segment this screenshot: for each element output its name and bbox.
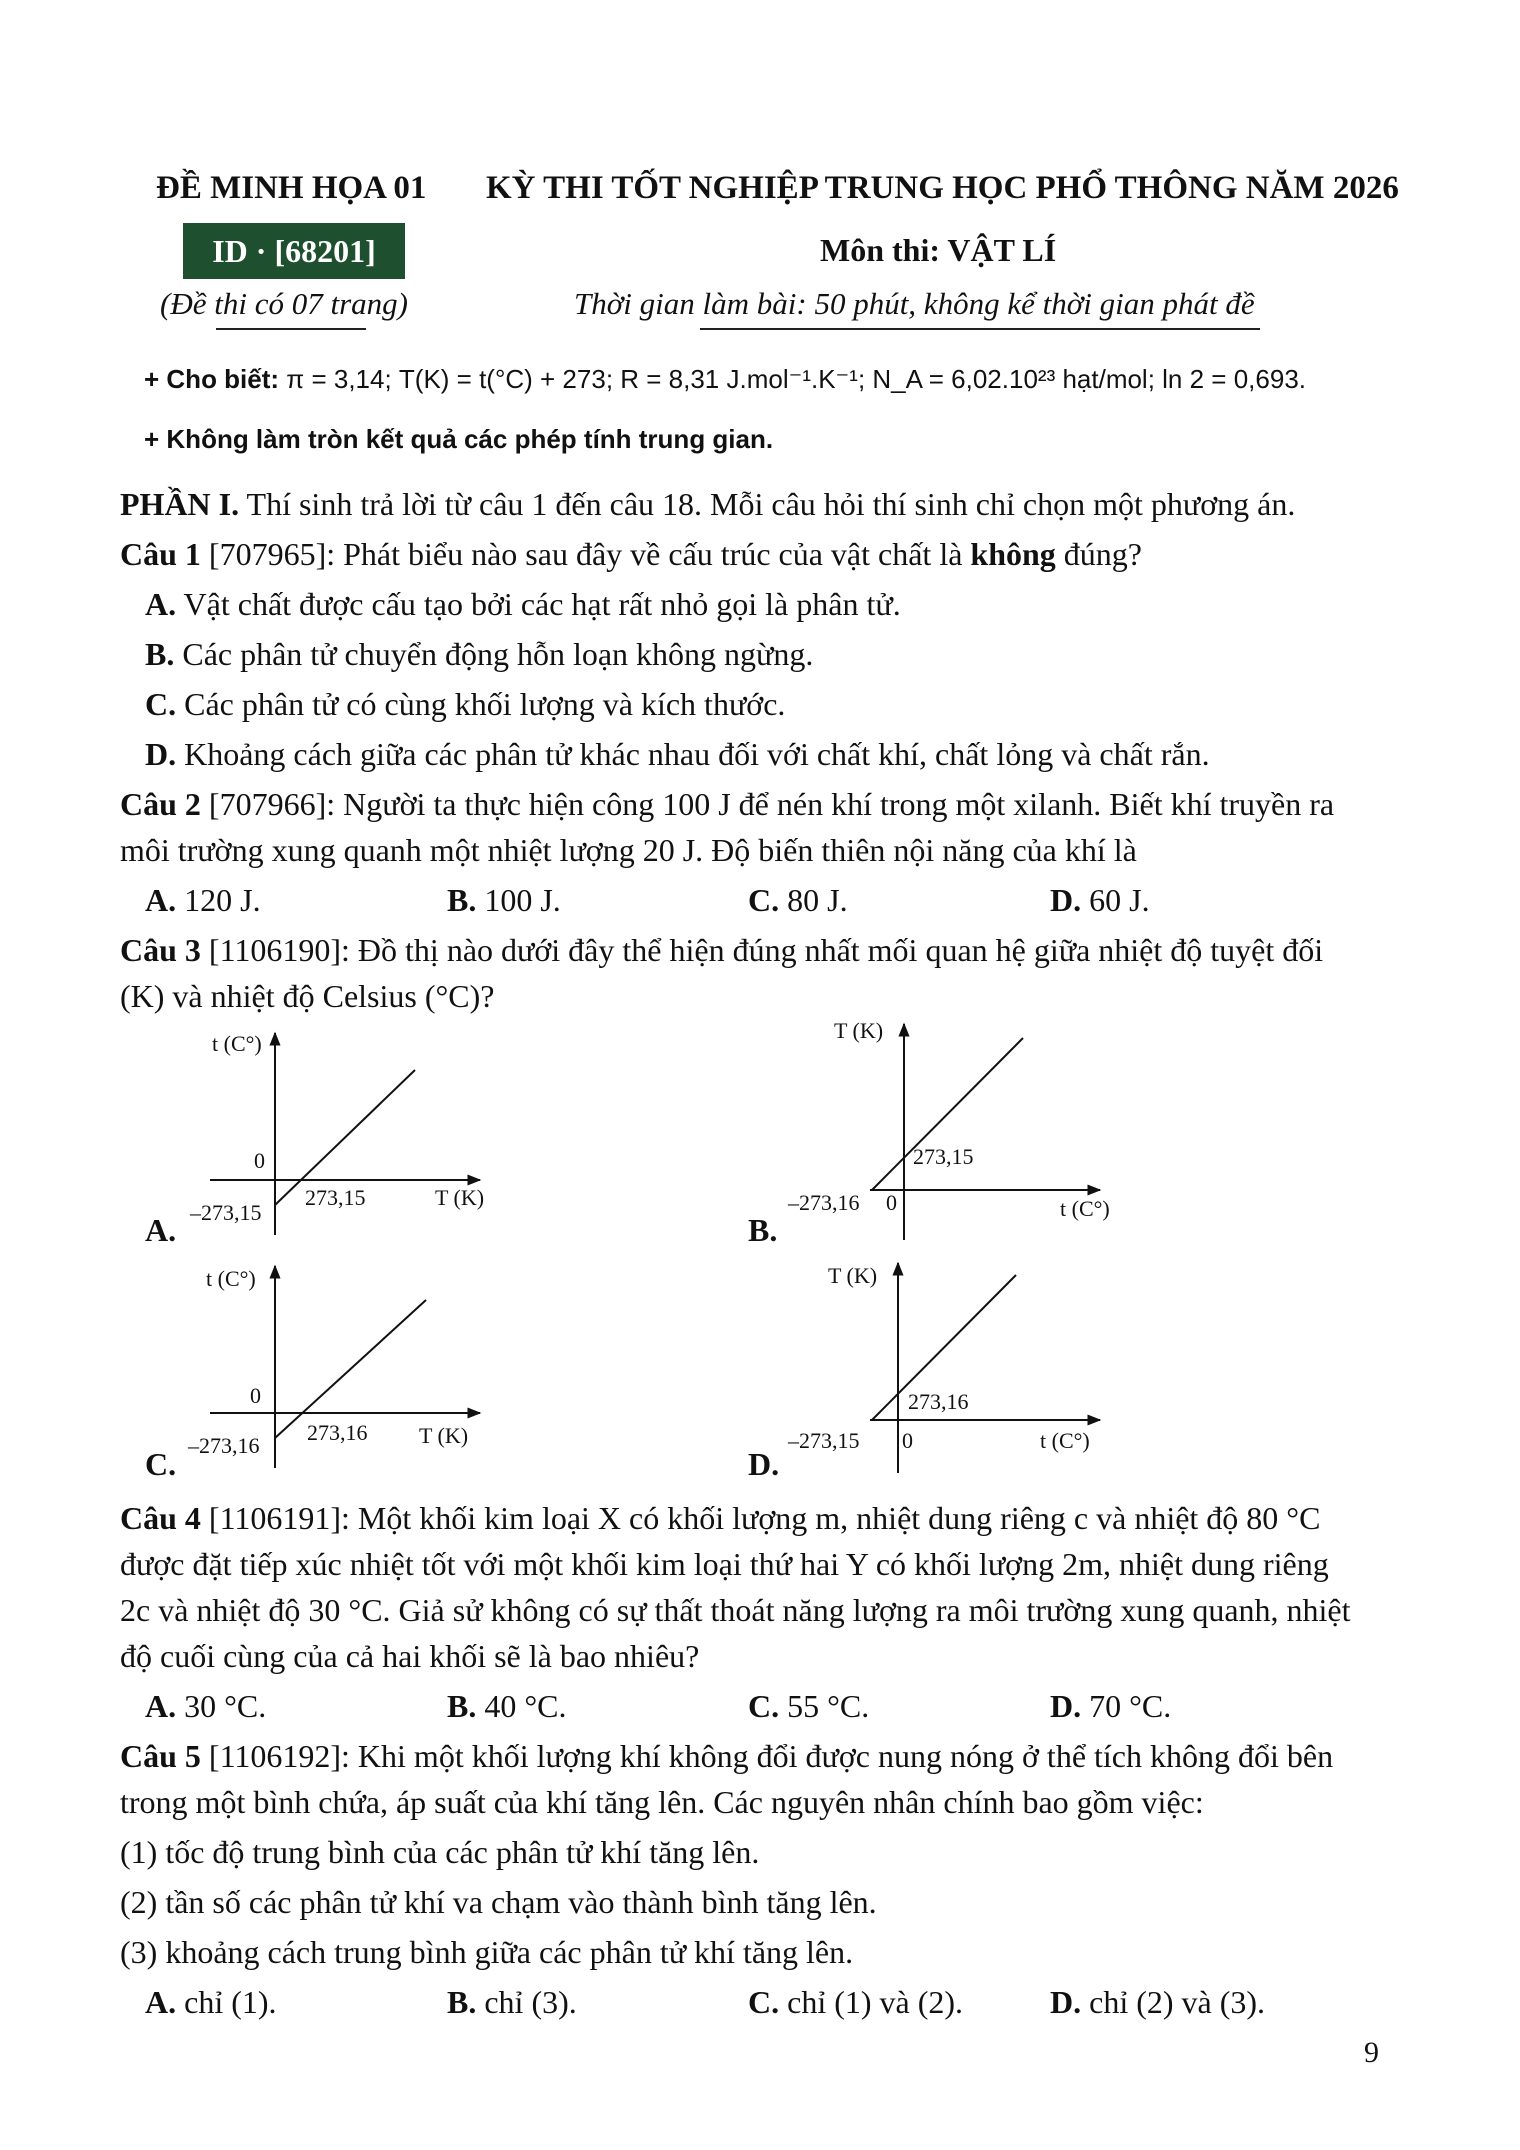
option-text: chỉ (1). [184, 1984, 277, 2020]
no-rounding-note: + Không làm tròn kết quả các phép tính trung gian. [144, 424, 774, 454]
q5-item-1: (1) tốc độ trung bình của các phân tử khí tăng lên. [120, 1834, 760, 1870]
q4-line2: được đặt tiếp xúc nhiệt tốt với một khối kim loại thứ hai Y có khối lượng 2m, nhiệt dung riêng [120, 1546, 1329, 1582]
intercept-label: 273,15 [305, 1185, 366, 1210]
option-text: 80 J. [787, 882, 848, 918]
q1-option-c[interactable] [145, 684, 785, 724]
q2-option-c[interactable] [748, 880, 848, 920]
neg-label: –273,16 [788, 1190, 860, 1215]
q5-line1: [1106192]: Khi một khối lượng khí không đổi được nung nóng ở thể tích không đổi bên [208, 1738, 1334, 1774]
q4-option-d[interactable] [1050, 1686, 1171, 1726]
graph-c-letter[interactable]: C. [145, 1446, 177, 1482]
option-text: Các phân tử chuyển động hỗn loạn không ngừng. [182, 636, 814, 672]
graph-b[interactable] [780, 1018, 1160, 1243]
x-axis-label: t (C°) [1040, 1428, 1090, 1453]
q5-label: Câu 5 [120, 1738, 201, 1774]
q3-line2: (K) và nhiệt độ Celsius (°C)? [120, 978, 495, 1014]
option-letter: C. [748, 882, 780, 918]
given-label: + Cho biết: [144, 364, 280, 394]
pages-note-underline [216, 328, 366, 330]
option-text: 70 °C. [1089, 1688, 1172, 1724]
q5-option-b[interactable] [447, 1982, 577, 2022]
intercept-label: 273,16 [307, 1420, 368, 1445]
exam-title: KỲ THI TỐT NGHIỆP TRUNG HỌC PHỔ THÔNG NĂM 2026 [486, 170, 1399, 206]
q5-option-d[interactable] [1050, 1982, 1265, 2022]
graph-d[interactable] [780, 1255, 1160, 1480]
q2-option-a[interactable] [145, 880, 261, 920]
option-text: Vật chất được cấu tạo bởi các hạt rất nhỏ gọi là phân tử. [183, 586, 901, 622]
q1-emphasis: không [970, 536, 1056, 572]
option-text: chỉ (1) và (2). [787, 1984, 964, 2020]
q5-stem [120, 1736, 1333, 1776]
q2-stem [120, 784, 1334, 824]
q4-stem [120, 1498, 1320, 1538]
option-letter: B. [447, 1688, 477, 1724]
origin-label: 0 [254, 1148, 265, 1173]
option-text: 30 °C. [184, 1688, 267, 1724]
option-text: 120 J. [184, 882, 261, 918]
constants: π = 3,14; T(K) = t(°C) + 273; R = 8,31 J.mol⁻¹.K⁻¹; N_A = 6,02.10²³ hạt/mol; ln 2 = 0,693. [286, 364, 1306, 394]
time-note: Thời gian làm bài: 50 phút, không kể thời gian phát đề [574, 286, 1255, 321]
q5-item-2: (2) tần số các phân tử khí va chạm vào thành bình tăng lên. [120, 1884, 877, 1920]
q5-item-3: (3) khoảng cách trung bình giữa các phân tử khí tăng lên. [120, 1934, 854, 1970]
q5-option-c[interactable] [748, 1982, 963, 2022]
q5-line2: trong một bình chứa, áp suất của khí tăng lên. Các nguyên nhân chính bao gồm việc: [120, 1784, 1204, 1820]
option-letter: A. [145, 882, 177, 918]
q2-line1: [707966]: Người ta thực hiện công 100 J để nén khí trong một xilanh. Biết khí truyền ra [208, 786, 1335, 822]
option-letter: A. [145, 586, 177, 622]
option-text: chỉ (3). [484, 1984, 577, 2020]
intercept-label: 273,15 [913, 1144, 974, 1169]
q1-label: Câu 1 [120, 536, 201, 572]
q4-line1: [1106191]: Một khối kim loại X có khối lượng m, nhiệt dung riêng c và nhiệt độ 80 °C [208, 1500, 1321, 1536]
option-letter: C. [145, 686, 177, 722]
q4-line3: 2c và nhiệt độ 30 °C. Giả sử không có sự thất thoát năng lượng ra môi trường xung quanh, nhiệt [120, 1592, 1351, 1628]
q5-option-a[interactable] [145, 1982, 277, 2022]
q4-option-a[interactable] [145, 1686, 266, 1726]
y-axis-label: T (K) [834, 1018, 884, 1043]
x-axis-label: T (K) [435, 1185, 485, 1210]
graph-c[interactable] [180, 1258, 560, 1478]
q1-option-b[interactable] [145, 634, 813, 674]
graph-d-letter[interactable]: D. [748, 1446, 780, 1482]
q2-line2: môi trường xung quanh một nhiệt lượng 20 J. Độ biến thiên nội năng của khí là [120, 832, 1137, 868]
q2-label: Câu 2 [120, 786, 201, 822]
option-letter: C. [748, 1984, 780, 2020]
neg-label: –273,15 [788, 1428, 860, 1453]
q3-line1: [1106190]: Đồ thị nào dưới đây thể hiện đúng nhất mối quan hệ giữa nhiệt độ tuyệt đối [208, 932, 1324, 968]
part1-text: Thí sinh trả lời từ câu 1 đến câu 18. Mỗi câu hỏi thí sinh chỉ chọn một phương án. [246, 486, 1296, 522]
option-text: 60 J. [1089, 882, 1150, 918]
origin-label: 0 [886, 1190, 897, 1215]
option-letter: C. [748, 1688, 780, 1724]
y-axis-label: t (C°) [206, 1266, 256, 1291]
graph-a[interactable] [180, 1025, 560, 1245]
q1-stem [120, 534, 1142, 574]
option-letter: A. [145, 1984, 177, 2020]
option-letter: A. [145, 1688, 177, 1724]
option-letter: D. [1050, 1688, 1082, 1724]
neg-label: –273,15 [190, 1200, 262, 1225]
q2-option-d[interactable] [1050, 880, 1150, 920]
exam-code: ĐỀ MINH HỌA 01 [156, 170, 427, 206]
q1-text: [707965]: Phát biểu nào sau đây về cấu trúc của vật chất là [208, 536, 963, 572]
q4-option-c[interactable] [748, 1686, 869, 1726]
option-letter: D. [1050, 1984, 1082, 2020]
q3-label: Câu 3 [120, 932, 201, 968]
option-letter: D. [145, 736, 177, 772]
option-letter: B. [145, 636, 175, 672]
graph-a-letter[interactable]: A. [145, 1212, 177, 1248]
option-text: chỉ (2) và (3). [1089, 1984, 1266, 2020]
graph-b-letter[interactable]: B. [748, 1212, 778, 1248]
constants-line [144, 364, 1306, 395]
part1-label: PHẦN I. [120, 486, 240, 522]
option-text: Các phân tử có cùng khối lượng và kích thước. [184, 686, 786, 722]
x-axis-label: T (K) [419, 1423, 469, 1448]
time-note-underline [700, 328, 1260, 330]
intercept-label: 273,16 [908, 1389, 969, 1414]
option-text: 40 °C. [484, 1688, 567, 1724]
x-axis-label: t (C°) [1060, 1196, 1110, 1221]
origin-label: 0 [902, 1428, 913, 1453]
q4-label: Câu 4 [120, 1500, 201, 1536]
option-text: 100 J. [484, 882, 561, 918]
y-axis-label: t (C°) [212, 1031, 262, 1056]
option-text: Khoảng cách giữa các phân tử khác nhau đối với chất khí, chất lỏng và chất rắn. [184, 736, 1210, 772]
q1-option-a[interactable] [145, 584, 901, 624]
q3-stem [120, 930, 1323, 970]
id-badge: ID · [68201] [183, 223, 405, 279]
graph-line [275, 1300, 426, 1438]
part1-instruction [120, 484, 1295, 524]
q4-line4: độ cuối cùng của cả hai khối sẽ là bao nhiêu? [120, 1638, 700, 1674]
q1-text-end: đúng? [1063, 536, 1142, 572]
page-number: 9 [1364, 2036, 1379, 2069]
q2-option-b[interactable] [447, 880, 561, 920]
q1-option-d[interactable] [145, 734, 1210, 774]
neg-label: –273,16 [188, 1433, 260, 1458]
option-text: 55 °C. [787, 1688, 870, 1724]
option-letter: B. [447, 882, 477, 918]
q4-option-b[interactable] [447, 1686, 566, 1726]
subject: Môn thi: VẬT LÍ [820, 232, 1057, 268]
origin-label: 0 [250, 1383, 261, 1408]
pages-note: (Đề thi có 07 trang) [160, 286, 408, 321]
option-letter: D. [1050, 882, 1082, 918]
option-letter: B. [447, 1984, 477, 2020]
y-axis-label: T (K) [828, 1263, 878, 1288]
